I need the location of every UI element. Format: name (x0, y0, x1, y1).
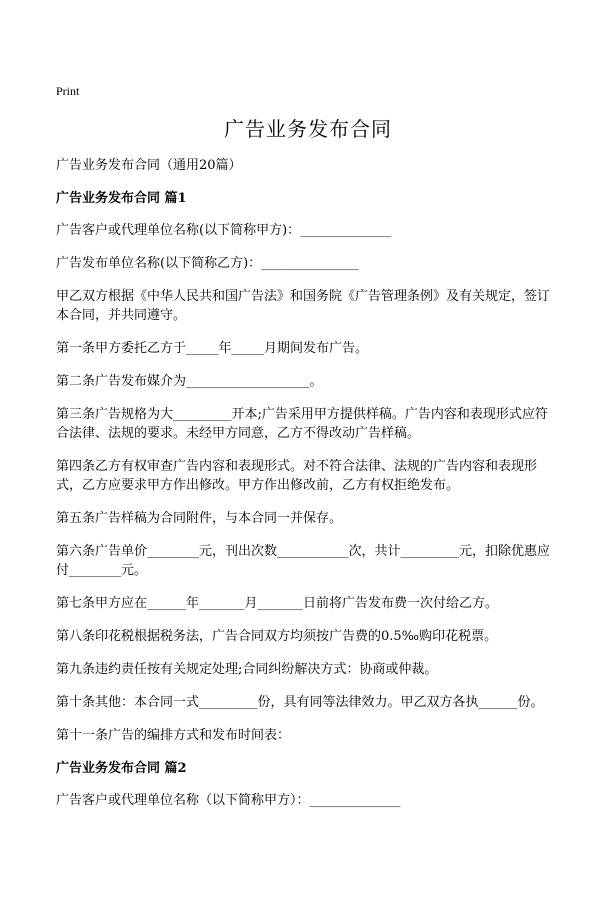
clause-article-11: 第十一条广告的编排方式和发布时间表： (56, 728, 291, 743)
section-2-heading: 广告业务发布合同 篇2 (56, 761, 187, 776)
document-title: 广告业务发布合同 (224, 117, 392, 141)
clause-article-7: 第七条甲方应在______年_______月_______日前将广告发布费一次付给乙方。 (56, 596, 499, 611)
clause-article-9: 第九条违约责任按有关规定处理;合同纠纷解决方式：协商或仲裁。 (56, 662, 438, 677)
clause-article-2: 第二条广告发布媒介为___________________。 (56, 374, 323, 389)
clause-article-8: 第八条印花税根据税务法，广告合同双方均须按广告费的0.5‰购印花税票。 (56, 629, 498, 644)
clause-article-3: 第三条广告规格为大_________开本;广告采用甲方提供样稿。广告内容和表现形式应符合法律、法规的要求。未经甲方同意，乙方不得改动广告样稿。 (56, 407, 548, 441)
clause-2-client-name: 广告客户或代理单位名称（以下简称甲方）：______________ (56, 793, 401, 808)
clause-article-6: 第六条广告单价________元，刊出次数___________次，共计_________元，扣除优惠应付________元。 (56, 544, 551, 578)
document-subtitle: 广告业务发布合同（通用20篇） (56, 158, 242, 173)
clause-publisher-name: 广告发布单位名称(以下简称乙方)：_______________ (56, 256, 359, 271)
clause-article-10: 第十条其他：本合同一式_________份，具有同等法律效力。甲乙双方各执______份。 (56, 695, 544, 710)
clause-preamble: 甲乙双方根据《中华人民共和国广告法》和国务院《广告管理条例》及有关规定，签订本合同，并共同遵守。 (56, 289, 551, 323)
section-1-heading: 广告业务发布合同 篇1 (56, 191, 187, 206)
print-label[interactable]: Print (56, 84, 80, 98)
clause-article-5: 第五条广告样稿为合同附件，与本合同一并保存。 (56, 511, 343, 526)
clause-client-name: 广告客户或代理单位名称(以下简称甲方)：______________ (56, 223, 392, 238)
clause-article-1: 第一条甲方委托乙方于_____年_____月期间发布广告。 (56, 341, 369, 356)
clause-article-4: 第四条乙方有权审查广告内容和表现形式。对不符合法律、法规的广告内容和表现形式，乙方应要求甲方作出修改。甲方作出修改前，乙方有权拒绝发布。 (56, 459, 538, 493)
